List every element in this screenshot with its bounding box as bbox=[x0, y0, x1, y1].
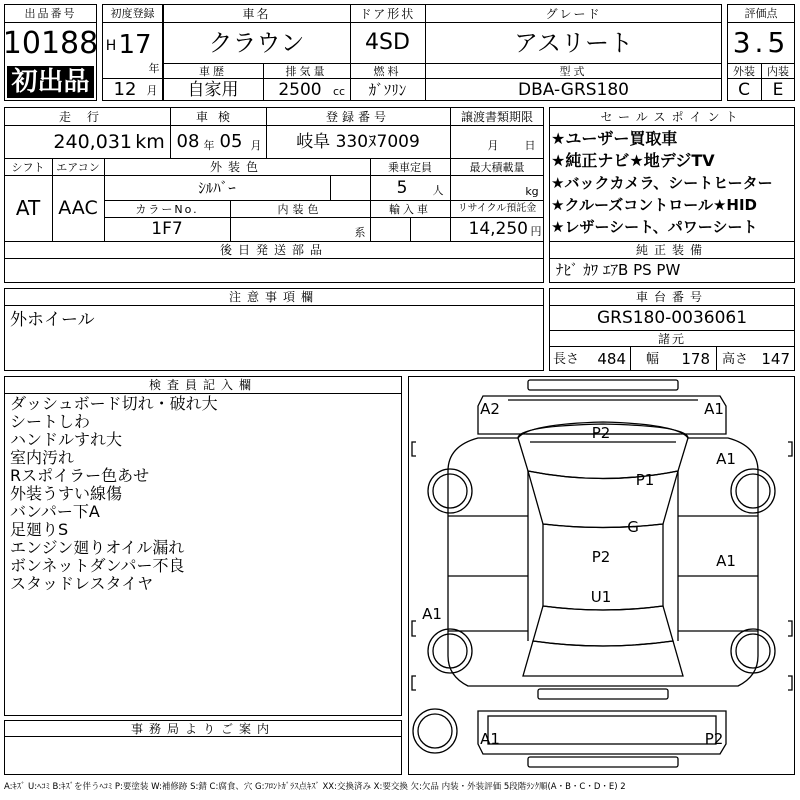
sales-point-1: ★ユーザー買取車 bbox=[551, 129, 678, 148]
inspector-notes-label: 検査員記入欄 bbox=[148, 378, 257, 392]
shift-label: シフト bbox=[11, 160, 45, 174]
door-type: 4SD bbox=[365, 30, 410, 55]
sales-points-label: セールスポイント bbox=[600, 109, 744, 124]
mark-p2-hood: P2 bbox=[591, 424, 611, 442]
mark-a1-bottom-left: A1 bbox=[480, 730, 500, 748]
displacement: 2500 bbox=[278, 79, 322, 100]
transfer-day-unit: 日 bbox=[524, 138, 536, 152]
reg-month: 12 bbox=[113, 79, 137, 100]
mark-a1-door-right: A1 bbox=[716, 552, 736, 570]
model-label: 型式 bbox=[559, 64, 588, 78]
score-value: 3.5 bbox=[732, 26, 790, 59]
capacity: 5 bbox=[396, 177, 408, 198]
inspector-note-8: 足廻りS bbox=[10, 520, 69, 539]
air-conditioner: AAC bbox=[58, 196, 98, 219]
car-diagram bbox=[408, 376, 795, 775]
recycle-deposit-label: リサイクル預託金 bbox=[457, 203, 537, 214]
inspector-note-11: スタッドレスタイヤ bbox=[10, 574, 154, 593]
grade: アスリート bbox=[513, 29, 634, 57]
ac-label: エアコン bbox=[56, 160, 100, 174]
lot-number: 10188 bbox=[2, 26, 99, 61]
import-label: 輸入車 bbox=[389, 202, 431, 216]
exterior-grade: C bbox=[738, 79, 750, 100]
height-label: 高さ bbox=[722, 351, 749, 367]
mark-p2-bottom-right: P2 bbox=[704, 730, 724, 748]
sales-point-5: ★レザーシート、パワーシート bbox=[551, 217, 758, 236]
inspector-note-2: シートしわ bbox=[10, 412, 91, 431]
mark-u1-trunk: U1 bbox=[590, 588, 612, 606]
score-label: 評価点 bbox=[744, 7, 778, 20]
interior-label: 内装 bbox=[767, 64, 789, 78]
length-label: 長さ bbox=[553, 351, 580, 367]
exterior-color-label: 外装色 bbox=[209, 160, 264, 174]
color-number-label: カラーNo. bbox=[135, 202, 199, 216]
specs-label: 諸元 bbox=[657, 331, 686, 346]
history-label: 車歴 bbox=[199, 64, 227, 78]
history: 自家用 bbox=[187, 79, 239, 100]
plate-label: 登録番号 bbox=[325, 109, 390, 124]
shift: AT bbox=[15, 196, 41, 220]
max-load-label: 最大積載量 bbox=[469, 160, 525, 174]
plate-number: 岐阜 330ﾇ7009 bbox=[296, 131, 420, 152]
color-number: 1F7 bbox=[151, 219, 183, 239]
max-load-unit: kg bbox=[525, 184, 539, 198]
inspection-label: 車検 bbox=[195, 109, 240, 124]
legend: A:ｷｽﾞ U:ﾍｺﾐ B:ｷｽﾞを伴うﾍｺﾐ P:要塗装 W:補修跡 S:錆 C:腐食、穴 G:ﾌﾛﾝﾄｶﾞﾗｽ点ｷｽﾞ XX:交換済み X:要交換 欠:欠品 内装・外装評価 5段階ﾗﾝｸ順(A・B・C・D・E) 2 bbox=[4, 781, 626, 792]
width-value: 178 bbox=[681, 349, 710, 368]
chassis-number: GRS180-0036061 bbox=[596, 307, 748, 328]
width-label: 幅 bbox=[646, 351, 660, 367]
height-value: 147 bbox=[761, 349, 790, 368]
inspection-month-unit: 月 bbox=[250, 138, 262, 152]
era-letter: H bbox=[105, 38, 117, 54]
mark-a1-fender-right: A1 bbox=[716, 450, 736, 468]
mark-a1-front-right: A1 bbox=[704, 400, 724, 418]
mark-a2-front-left: A2 bbox=[480, 400, 500, 418]
inspector-note-6: 外装うすい線傷 bbox=[10, 484, 123, 503]
office-notice-label: 事務局よりご案内 bbox=[130, 721, 275, 736]
sales-point-4: ★クルーズコントロール★HID bbox=[551, 195, 757, 214]
reg-month-unit: 月 bbox=[146, 83, 158, 97]
mileage-unit: km bbox=[135, 130, 165, 153]
reg-year-unit: 年 bbox=[148, 61, 160, 75]
transfer-deadline-label: 譲渡書類期限 bbox=[460, 109, 533, 124]
inspection-year: 08 bbox=[176, 131, 200, 152]
interior-color-unit: 系 bbox=[354, 225, 366, 239]
door-label: ドア形状 bbox=[359, 6, 416, 21]
displacement-label: 排気量 bbox=[285, 64, 328, 78]
mark-a1-rear-left: A1 bbox=[422, 605, 442, 623]
notes-label: 注意事項欄 bbox=[228, 290, 319, 304]
notes-value: 外ホイール bbox=[10, 309, 95, 330]
recycle-deposit: 14,250 bbox=[468, 219, 528, 239]
reg-year: 17 bbox=[118, 30, 152, 60]
first-registration-label: 初度登録 bbox=[110, 7, 155, 20]
interior-color-label: 内装色 bbox=[277, 202, 323, 216]
sales-point-2: ★純正ナビ★地デジTV bbox=[551, 151, 715, 170]
inspector-note-10: ボンネットダンパー不良 bbox=[10, 556, 185, 575]
inspector-note-3: ハンドルすれ大 bbox=[10, 430, 123, 449]
transfer-month-unit: 月 bbox=[487, 138, 499, 152]
lot-number-label: 出品番号 bbox=[24, 7, 77, 20]
mark-p2-roof: P2 bbox=[591, 548, 611, 566]
inspection-month: 05 bbox=[219, 131, 243, 152]
displacement-unit: cc bbox=[332, 84, 346, 98]
inspector-note-5: Rスポイラー色あせ bbox=[10, 466, 150, 485]
inspector-note-4: 室内汚れ bbox=[10, 448, 75, 467]
mileage: 240,031 bbox=[53, 130, 132, 153]
length-value: 484 bbox=[597, 349, 626, 368]
exterior-label: 外装 bbox=[733, 64, 755, 78]
recycle-deposit-unit: 円 bbox=[530, 224, 542, 238]
mark-p1-roof: P1 bbox=[635, 471, 655, 489]
inspector-note-1: ダッシュボード切れ・破れ大 bbox=[10, 394, 218, 413]
capacity-unit: 人 bbox=[432, 183, 444, 197]
first-listing-badge: 初出品 bbox=[7, 66, 94, 98]
equipment-label: 純正装備 bbox=[635, 243, 708, 257]
inspector-note-7: バンパー下A bbox=[10, 502, 100, 521]
inspection-year-unit: 年 bbox=[203, 138, 215, 152]
fuel: ｶﾞｿﾘﾝ bbox=[368, 80, 407, 99]
grade-label: グレード bbox=[545, 6, 602, 21]
exterior-color: ｼﾙﾊﾞｰ bbox=[198, 178, 236, 197]
capacity-label: 乗車定員 bbox=[388, 160, 432, 174]
car-name: クラウン bbox=[208, 29, 305, 57]
chassis-number-label: 車台番号 bbox=[635, 290, 708, 304]
equipment-value: ﾅﾋﾞ ｶﾜ ｴｱB PS PW bbox=[556, 261, 681, 279]
later-parts-label: 後日発送部品 bbox=[219, 243, 328, 257]
fuel-label: 燃料 bbox=[373, 64, 402, 78]
mark-g-windshield: G bbox=[627, 518, 639, 536]
interior-grade: E bbox=[772, 79, 784, 100]
car-name-label: 車名 bbox=[242, 6, 271, 21]
mileage-label: 走行 bbox=[58, 109, 115, 124]
inspector-note-9: エンジン廻りオイル漏れ bbox=[10, 538, 185, 557]
model: DBA-GRS180 bbox=[518, 79, 629, 100]
sales-point-3: ★バックカメラ、シートヒーター bbox=[551, 173, 773, 192]
